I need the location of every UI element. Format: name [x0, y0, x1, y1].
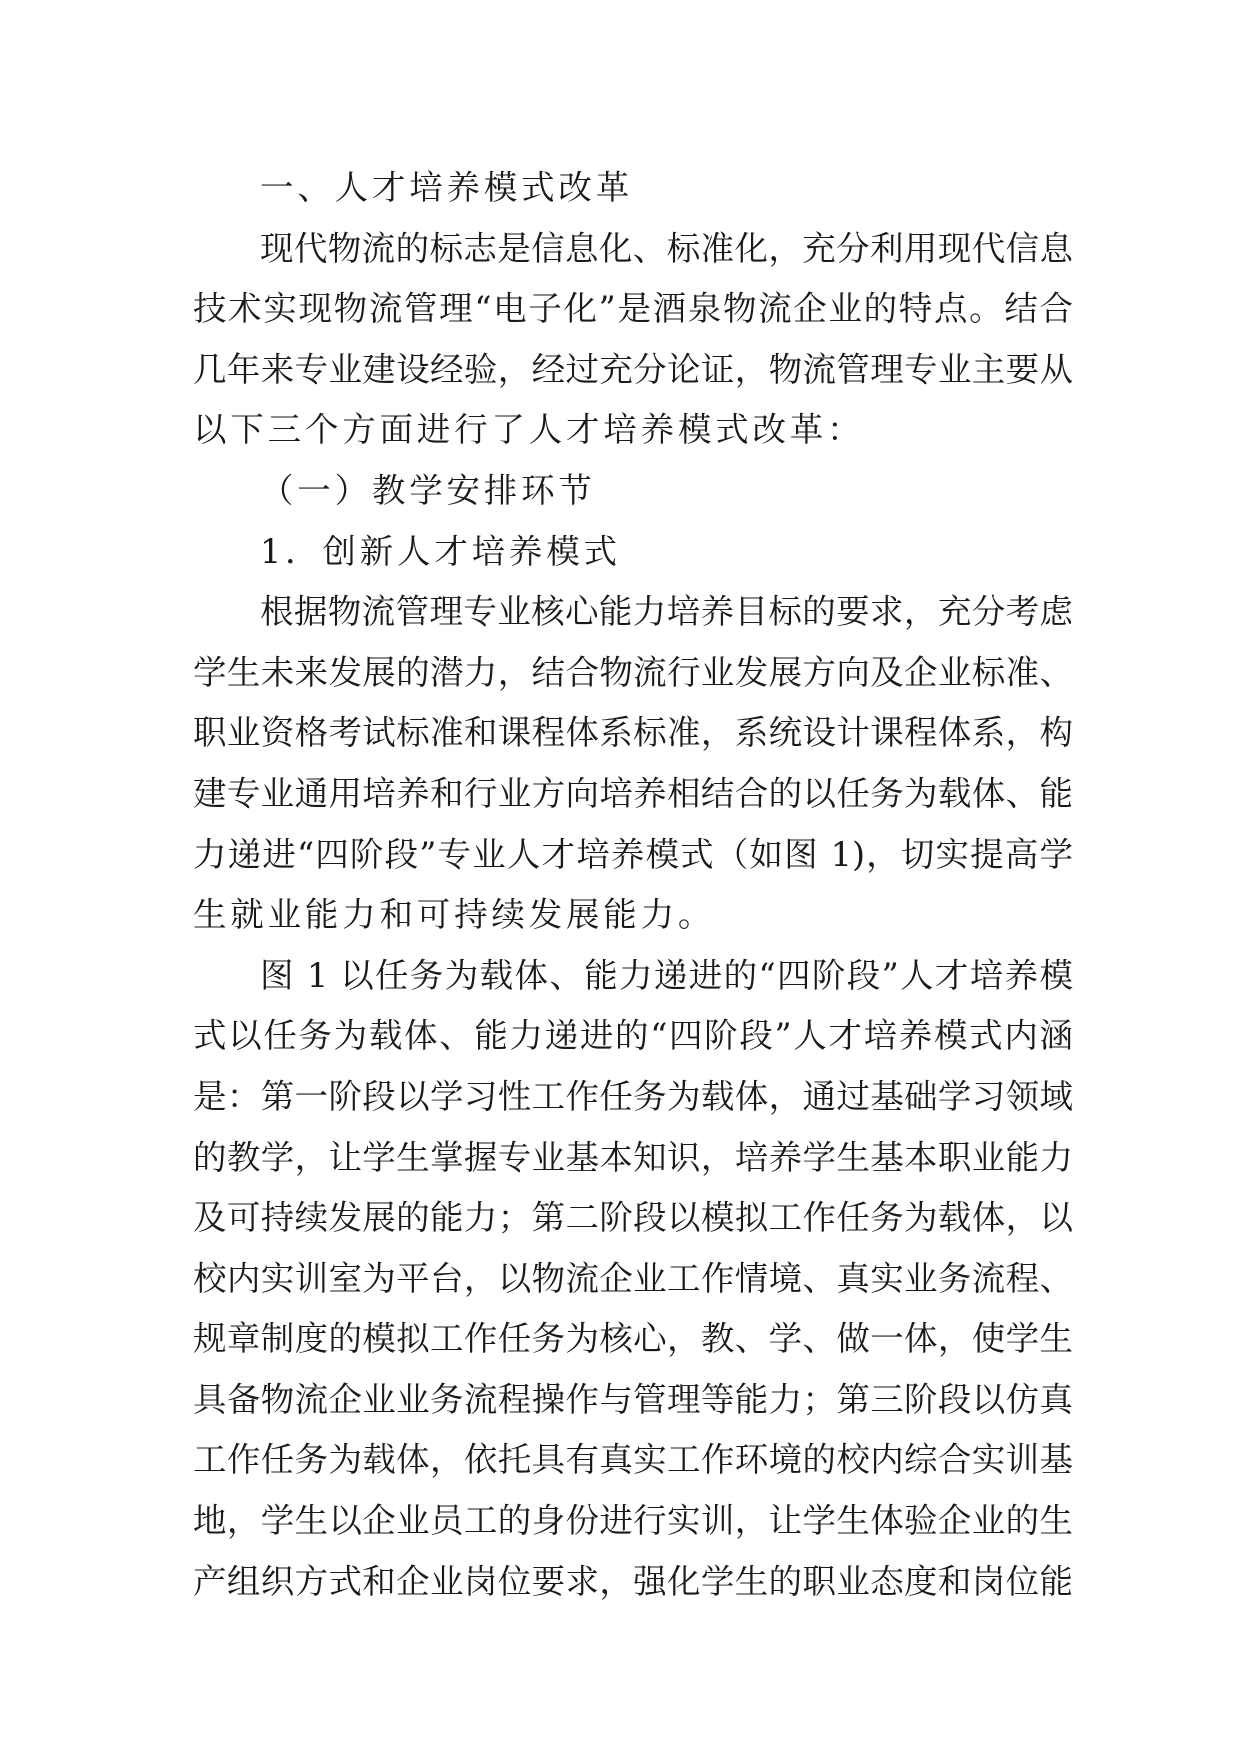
paragraph-line: 职业资格考试标准和课程体系标准，系统设计课程体系，构: [193, 713, 1073, 753]
paragraph-line: 产组织方式和企业岗位要求，强化学生的职业态度和岗位能: [193, 1561, 1073, 1601]
paragraph-line: 地，学生以企业员工的身份进行实训，让学生体验企业的生: [193, 1501, 1073, 1541]
paragraph-line: 规章制度的模拟工作任务为核心，教、学、做一体，使学生: [193, 1319, 1073, 1359]
paragraph-line: 及可持续发展的能力；第二阶段以模拟工作任务为载体，以: [193, 1198, 1073, 1238]
paragraph-line: 技术实现物流管理“电子化”是酒泉物流企业的特点。结合: [193, 289, 1073, 329]
paragraph-line: 式以任务为载体、能力递进的“四阶段”人才培养模式内涵: [193, 1016, 1073, 1056]
paragraph-line: 根据物流管理专业核心能力培养目标的要求，充分考虑: [260, 592, 1073, 632]
section-heading-talent-training-reform: 一、人才培养模式改革: [260, 168, 633, 207]
paragraph-line: 几年来专业建设经验，经过充分论证，物流管理专业主要从: [193, 349, 1073, 389]
paragraph-line: 力递进“四阶段”专业人才培养模式（如图 1)，切实提高学: [193, 834, 1073, 874]
document-body: [193, 158, 1073, 1612]
paragraph-line: 建专业通用培养和行业方向培养相结合的以任务为载体、能: [193, 773, 1073, 813]
subsection-heading-teaching-arrangement: （一）教学安排环节: [260, 470, 596, 510]
paragraph-line: 工作任务为载体，依托具有真实工作环境的校内综合实训基: [193, 1440, 1073, 1480]
paragraph-line: 校内实训室为平台，以物流企业工作情境、真实业务流程、: [193, 1258, 1073, 1298]
subsection-heading-innovation-model: 1．创新人才培养模式: [260, 531, 621, 571]
paragraph-line: 图 1 以任务为载体、能力递进的“四阶段”人才培养模: [260, 955, 1073, 995]
paragraph-line: 生就业能力和可持续发展能力。: [193, 895, 716, 935]
paragraph-line: 是：第一阶段以学习性工作任务为载体，通过基础学习领域: [193, 1076, 1073, 1116]
paragraph-line: 的教学，让学生掌握专业基本知识，培养学生基本职业能力: [193, 1137, 1073, 1177]
paragraph-line: 现代物流的标志是信息化、标准化，充分利用现代信息: [260, 228, 1073, 268]
paragraph-line: 具备物流企业业务流程操作与管理等能力；第三阶段以仿真: [193, 1379, 1073, 1419]
paragraph-line: 以下三个方面进行了人才培养模式改革：: [193, 410, 865, 450]
paragraph-line: 学生未来发展的潜力，结合物流行业发展方向及企业标准、: [193, 652, 1073, 692]
